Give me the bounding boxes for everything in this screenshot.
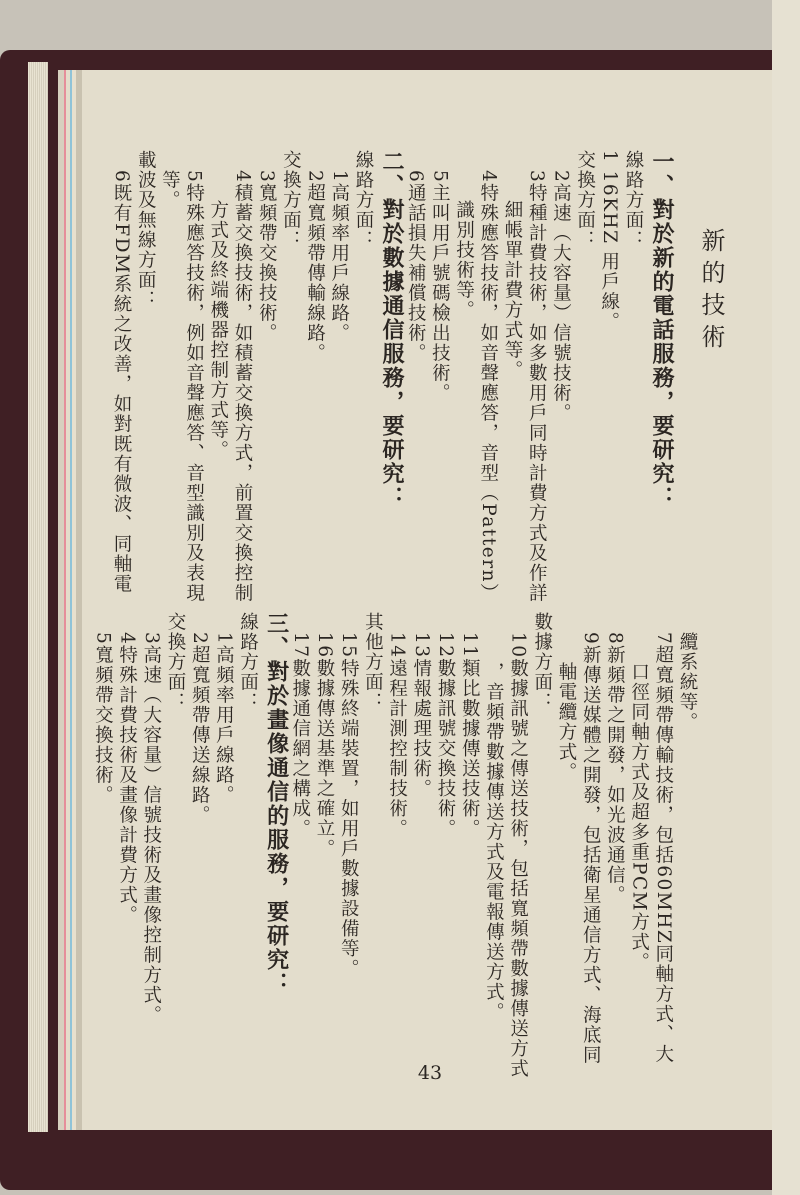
text-column: 識別技術等。 [453,200,475,320]
text-column: ，音頻帶數據傳送方式及電報傳送方式。 [483,662,505,1022]
text-column: 11類比數據傳送技術。 [459,632,481,839]
text-column: 3高速（大容量）信號技術及畫像控制方式。 [140,632,162,1026]
text-column: 10數據訊號之傳送技術，包括寬頻帶數據傳送方式 [507,632,529,1079]
text-column: 17數據通信網之構成。 [289,632,311,839]
section-heading: 三、對於畫像通信的服務，要研究： [263,612,289,996]
page-title: 新的技術 [697,228,725,356]
text-column: 4特殊計費技術及畫像計費方式。 [116,632,138,926]
text-column: 5主叫用戶號碼檢出技術。 [429,170,451,404]
text-column: 5寬頻帶交換技術。 [92,632,114,806]
text-column: 15特殊終端裝置，如用戶數據設備等。 [338,632,360,979]
text-column: 交換方面： [165,612,186,712]
text-column: 2高速（大容量）信號技術。 [550,170,572,424]
text-column: 1高頻率用戶線路。 [328,170,350,344]
text-column: 線路方面： [623,150,644,250]
text-column: 2超寬頻帶傳送線路。 [189,632,211,826]
page-number: 43 [417,1062,443,1084]
text-column: 14遠程計測控制技術。 [386,632,408,839]
text-column: 方式及終端機器控制方式等。 [207,200,229,460]
text-column: 9新傳送媒體之開發，包括衛星通信方式、海底同 [580,632,602,1066]
text-column: 5特殊應答技術，例如音聲應答、音型識別及表現 [183,170,205,604]
text-column: 16數據傳送基準之確立。 [314,632,335,859]
text-column: 8新頻帶之開發，如光波通信。 [604,632,626,906]
text-column: 軸電纜方式。 [556,662,577,782]
text-column: 12數據訊號交換技術。 [435,632,456,839]
section-heading: 一、對於新的電話服務，要研究： [649,150,674,510]
text-column: 1高頻率用戶線路。 [213,632,235,806]
text-column: 交換方面： [574,150,596,250]
text-column: 3特種計費技術，如多數用戶同時計費方式及作詳 [526,170,548,604]
text-column: 7超寬頻帶傳輸技術，包括60MHZ同軸方式、大 [652,632,674,1065]
text-column: 數據方面： [531,612,553,712]
text-column: 6既有FDM系統之改善，如對既有微波、同軸電 [111,170,132,595]
text-column: 其他方面： [362,612,384,712]
text-column: 交換方面： [280,150,302,250]
text-column: 細帳單計費方式等。 [502,200,523,380]
text-column: 4積蓄交換技術，如積蓄交換方式，前置交換控制 [232,170,253,604]
text-column: 13情報處理技術。 [410,632,432,799]
text-column: 等。 [159,170,181,210]
text-column: 線路方面： [353,150,374,250]
text-column: 線路方面： [237,612,259,712]
text-column: 口徑同軸方式及超多重PCM方式。 [628,662,650,973]
adjacent-page-sliver [772,0,800,1195]
text-column: 1 16KHZ 用戶線。 [598,150,620,332]
text-column: 6通話損失補償技術。 [405,170,427,364]
text-column: 2超寬頻帶傳輸線路。 [304,170,326,364]
text-column: 纜系統等。 [677,632,698,732]
text-column: 載波及無線方面： [135,150,157,310]
section-heading: 二、對於數據通信服務，要研究： [379,150,404,510]
text-column: 3寬頻帶交換技術。 [256,170,278,344]
page-edges [28,62,48,1132]
text-column: 4特殊應答技術，如音聲應答，音型（Pattern） [477,170,499,603]
